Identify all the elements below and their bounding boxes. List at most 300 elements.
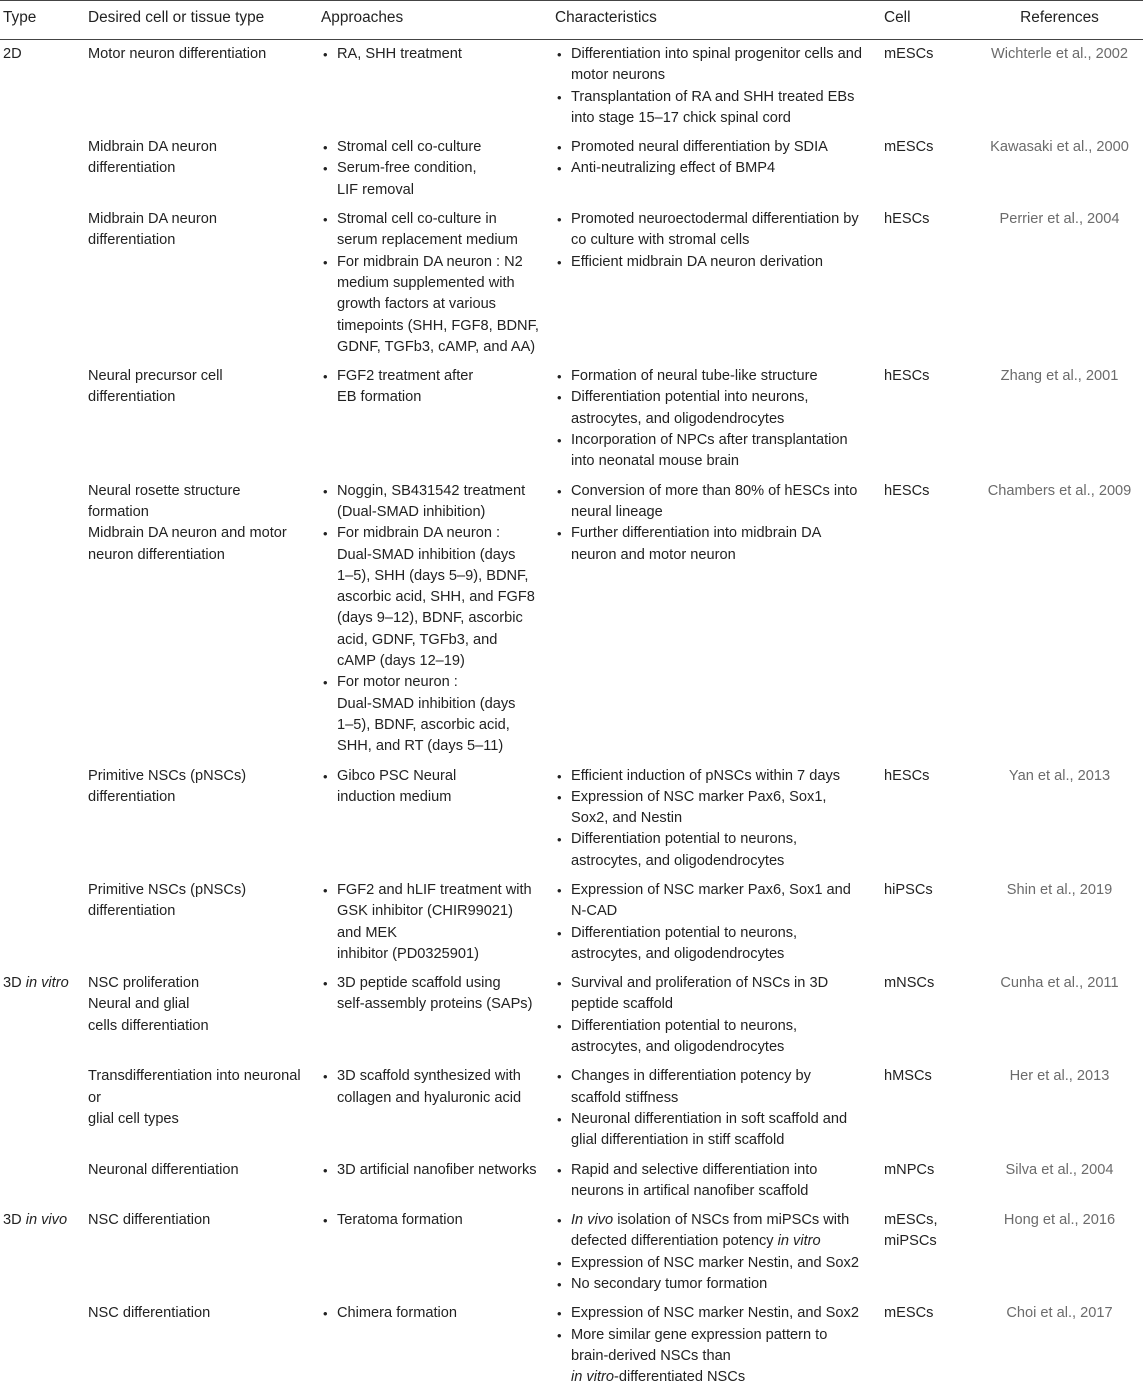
approaches-cell bbox=[321, 1206, 555, 1299]
characteristic-line bbox=[571, 87, 884, 108]
approaches-list bbox=[321, 44, 555, 65]
characteristics-cell bbox=[555, 1062, 884, 1155]
text-run: Formation of neural tube-like structure bbox=[571, 368, 818, 385]
text-run: into neonatal mouse brain bbox=[571, 453, 739, 470]
desired-cell-type bbox=[88, 205, 321, 362]
text-run: Promoted neural differentiation by SDIA bbox=[571, 139, 828, 156]
characteristic-item bbox=[555, 366, 884, 387]
text-run: in vitro bbox=[777, 1233, 821, 1250]
approach-item bbox=[321, 158, 555, 201]
desired-line: differentiation bbox=[88, 389, 176, 406]
text-run: neuron and motor neuron bbox=[571, 546, 736, 563]
characteristic-item bbox=[555, 1210, 884, 1253]
approach-item bbox=[321, 766, 555, 809]
table-row bbox=[0, 1299, 1143, 1388]
text-run: Incorporation of NPCs after transplantation bbox=[571, 432, 848, 449]
type-cell bbox=[0, 969, 88, 1062]
type-cell bbox=[0, 205, 88, 362]
approaches-cell bbox=[321, 1299, 555, 1388]
type-cell bbox=[0, 362, 88, 476]
approach-line: • For midbrain DA neuron : N2 bbox=[337, 253, 523, 270]
approach-line: self-assembly proteins (SAPs) bbox=[337, 996, 533, 1013]
text-run: Differentiation potential to neurons, bbox=[571, 924, 798, 941]
desired-line: Neural rosette structure bbox=[88, 482, 241, 499]
cell-line: mESCs bbox=[884, 1305, 934, 1322]
text-run: Anti-neutralizing effect of BMP4 bbox=[571, 160, 776, 177]
approaches-cell bbox=[321, 205, 555, 362]
approaches-list bbox=[321, 481, 555, 758]
type-cell bbox=[0, 1299, 88, 1388]
desired-line: differentiation bbox=[88, 903, 176, 920]
characteristic-line bbox=[571, 944, 884, 965]
cell-line: mESCs bbox=[884, 139, 934, 156]
desired-line: Neural and glial bbox=[88, 996, 190, 1013]
characteristics-cell bbox=[555, 1206, 884, 1299]
cell-type bbox=[884, 762, 976, 876]
text-run: peptide scaffold bbox=[571, 996, 673, 1013]
table-row bbox=[0, 40, 1143, 134]
cell-line: hESCs bbox=[884, 368, 930, 385]
approach-line: • Gibco PSC Neural bbox=[337, 767, 457, 784]
table-row bbox=[0, 205, 1143, 362]
type-cell bbox=[0, 40, 88, 134]
characteristics-cell bbox=[555, 477, 884, 762]
approach-line: • Chimera formation bbox=[337, 1305, 458, 1322]
desired-cell-type bbox=[88, 40, 321, 134]
text-run: isolation of NSCs from miPSCs with bbox=[613, 1212, 850, 1229]
cell-type bbox=[884, 1299, 976, 1388]
cell-type bbox=[884, 205, 976, 362]
approach-line: acid, GDNF, TGFb3, and bbox=[337, 631, 498, 648]
cell-line: mNPCs bbox=[884, 1161, 935, 1178]
header-references: References bbox=[976, 1, 1143, 40]
characteristic-line bbox=[571, 502, 884, 523]
desired-cell-type bbox=[88, 477, 321, 762]
approaches-cell bbox=[321, 969, 555, 1062]
approach-line: • 3D peptide scaffold using bbox=[337, 975, 501, 992]
characteristic-item bbox=[555, 1066, 884, 1109]
approach-item bbox=[321, 1303, 555, 1324]
desired-line: neuron differentiation bbox=[88, 546, 225, 563]
text-run: 3D bbox=[3, 975, 26, 992]
text-run: Differentiation potential to neurons, bbox=[571, 831, 798, 848]
table-row bbox=[0, 1062, 1143, 1155]
approach-line: Dual-SMAD inhibition (days bbox=[337, 546, 516, 563]
approaches-cell bbox=[321, 762, 555, 876]
cell-type bbox=[884, 1062, 976, 1155]
characteristic-line bbox=[571, 137, 884, 158]
reference-cell: Cunha et al., 2011 bbox=[1000, 975, 1119, 992]
approach-line: • Serum-free condition, bbox=[337, 160, 477, 177]
characteristic-line bbox=[571, 901, 884, 922]
characteristic-line bbox=[571, 1253, 884, 1274]
text-run: Differentiation into spinal progenitor cells and bbox=[571, 46, 862, 62]
desired-line: Neural precursor cell bbox=[88, 368, 223, 385]
characteristics-cell bbox=[555, 1299, 884, 1388]
characteristic-line bbox=[571, 430, 884, 451]
header-type: Type bbox=[0, 1, 88, 40]
desired-cell-type bbox=[88, 762, 321, 876]
characteristic-line bbox=[571, 523, 884, 544]
text-run: Rapid and selective differentiation into bbox=[571, 1161, 818, 1178]
cell-line: hESCs bbox=[884, 482, 930, 499]
characteristic-line bbox=[571, 1160, 884, 1181]
approach-line: • FGF2 treatment after bbox=[337, 368, 474, 385]
approach-item bbox=[321, 1210, 555, 1231]
reference-cell: Wichterle et al., 2002 bbox=[990, 46, 1129, 62]
desired-line: differentiation bbox=[88, 232, 176, 249]
desired-line: NSC differentiation bbox=[88, 1305, 211, 1322]
approach-line: collagen and hyaluronic acid bbox=[337, 1089, 522, 1106]
characteristic-line bbox=[571, 158, 884, 179]
characteristic-line bbox=[571, 1325, 884, 1346]
approach-line: EB formation bbox=[337, 389, 422, 406]
header-approaches: Approaches bbox=[321, 1, 555, 40]
cell-line: hESCs bbox=[884, 767, 930, 784]
text-run: Neuronal differentiation in soft scaffold and bbox=[571, 1110, 848, 1127]
characteristic-item bbox=[555, 880, 884, 923]
characteristic-line bbox=[571, 766, 884, 787]
text-run: brain-derived NSCs than bbox=[571, 1347, 731, 1364]
cell-type bbox=[884, 133, 976, 205]
text-run: Conversion of more than 80% of hESCs into bbox=[571, 482, 858, 499]
approach-line: • FGF2 and hLIF treatment with bbox=[337, 881, 532, 898]
characteristic-line bbox=[571, 1066, 884, 1087]
characteristic-line bbox=[571, 545, 884, 566]
approach-line: ascorbic acid, SHH, and FGF8 bbox=[337, 589, 535, 606]
characteristic-line bbox=[571, 1231, 884, 1252]
type-cell bbox=[0, 1206, 88, 1299]
desired-line: formation bbox=[88, 503, 149, 520]
text-run: Further differentiation into midbrain DA bbox=[571, 525, 822, 542]
characteristic-line bbox=[571, 1303, 884, 1324]
table-header bbox=[0, 1, 1143, 40]
characteristics-list bbox=[555, 1303, 884, 1388]
reference-cell: Perrier et al., 2004 bbox=[999, 211, 1120, 228]
approach-line: • 3D artificial nanofiber networks bbox=[337, 1161, 537, 1178]
characteristic-line bbox=[571, 973, 884, 994]
reference-cell: Choi et al., 2017 bbox=[1006, 1305, 1113, 1322]
characteristic-item bbox=[555, 252, 884, 273]
approach-item bbox=[321, 481, 555, 524]
desired-line: cells differentiation bbox=[88, 1017, 209, 1034]
cell-line: hMSCs bbox=[884, 1068, 932, 1085]
type-cell bbox=[0, 133, 88, 205]
characteristic-item bbox=[555, 1303, 884, 1324]
characteristics-list bbox=[555, 1066, 884, 1151]
cell-type bbox=[884, 1156, 976, 1207]
characteristic-line bbox=[571, 108, 884, 129]
characteristics-cell bbox=[555, 362, 884, 476]
reference-cell: Her et al., 2013 bbox=[1009, 1068, 1110, 1085]
cell-type bbox=[884, 362, 976, 476]
approach-item bbox=[321, 1066, 555, 1109]
desired-cell-type bbox=[88, 362, 321, 476]
cell-line: mNSCs bbox=[884, 975, 935, 992]
text-run: Changes in differentiation potency by bbox=[571, 1068, 811, 1085]
text-run: In vivo bbox=[571, 1212, 614, 1229]
characteristic-item bbox=[555, 430, 884, 473]
desired-line: or bbox=[88, 1089, 101, 1106]
reference-cell: Chambers et al., 2009 bbox=[987, 482, 1132, 499]
cell-line: hESCs bbox=[884, 211, 930, 228]
characteristic-item bbox=[555, 787, 884, 830]
approaches-cell bbox=[321, 40, 555, 134]
type-cell bbox=[0, 762, 88, 876]
text-run: Efficient induction of pNSCs within 7 days bbox=[571, 767, 841, 784]
characteristic-line bbox=[571, 1037, 884, 1058]
approach-item bbox=[321, 252, 555, 358]
text-run: in vitro bbox=[25, 975, 69, 992]
cell-type bbox=[884, 876, 976, 969]
characteristic-line bbox=[571, 994, 884, 1015]
characteristic-line bbox=[571, 1088, 884, 1109]
approaches-cell bbox=[321, 1062, 555, 1155]
desired-line: glial cell types bbox=[88, 1110, 179, 1127]
cell-line: mESCs, bbox=[884, 1212, 938, 1229]
reference-cell: Zhang et al., 2001 bbox=[1000, 368, 1119, 385]
characteristics-list bbox=[555, 209, 884, 273]
approaches-list bbox=[321, 1210, 555, 1231]
approach-line: • Stromal cell co-culture bbox=[337, 139, 482, 156]
approach-item bbox=[321, 137, 555, 158]
desired-line: Motor neuron differentiation bbox=[88, 46, 267, 62]
approaches-list bbox=[321, 1160, 555, 1181]
approach-item bbox=[321, 672, 555, 757]
characteristic-line bbox=[571, 1130, 884, 1151]
table-row bbox=[0, 762, 1143, 876]
approach-line: • Teratoma formation bbox=[337, 1212, 463, 1229]
text-run: Efficient midbrain DA neuron derivation bbox=[571, 253, 824, 270]
text-run: Expression of NSC marker Nestin, and Sox2 bbox=[571, 1305, 859, 1322]
approach-line: serum replacement medium bbox=[337, 232, 518, 249]
header-characteristics: Characteristics bbox=[555, 1, 884, 40]
desired-line: Primitive NSCs (pNSCs) bbox=[88, 881, 247, 898]
approaches-list bbox=[321, 766, 555, 809]
characteristic-item bbox=[555, 387, 884, 430]
text-run: astrocytes, and oligodendrocytes bbox=[571, 852, 785, 869]
text-run: Transplantation of RA and SHH treated EBs bbox=[571, 88, 855, 105]
approach-line: 1–5), SHH (days 5–9), BDNF, bbox=[337, 567, 529, 584]
characteristic-item bbox=[555, 209, 884, 252]
approaches-list bbox=[321, 137, 555, 201]
approaches-list bbox=[321, 209, 555, 358]
characteristic-line bbox=[571, 1346, 884, 1367]
characteristic-line bbox=[571, 65, 884, 86]
cell-type bbox=[884, 477, 976, 762]
characteristic-item bbox=[555, 523, 884, 566]
approaches-cell bbox=[321, 1156, 555, 1207]
characteristic-line bbox=[571, 787, 884, 808]
characteristic-item bbox=[555, 44, 884, 87]
approach-line: • Stromal cell co-culture in bbox=[337, 211, 497, 228]
characteristics-list bbox=[555, 1160, 884, 1203]
characteristic-line bbox=[571, 880, 884, 901]
characteristics-cell bbox=[555, 762, 884, 876]
header-cell: Cell bbox=[884, 1, 976, 40]
desired-cell-type bbox=[88, 133, 321, 205]
characteristics-list bbox=[555, 973, 884, 1058]
characteristics-cell bbox=[555, 40, 884, 134]
characteristics-cell bbox=[555, 133, 884, 205]
characteristic-item bbox=[555, 829, 884, 872]
desired-cell-type bbox=[88, 969, 321, 1062]
approaches-cell bbox=[321, 362, 555, 476]
reference-cell: Yan et al., 2013 bbox=[1008, 767, 1111, 784]
text-run: astrocytes, and oligodendrocytes bbox=[571, 945, 785, 962]
approach-line: (days 9–12), BDNF, ascorbic bbox=[337, 610, 523, 627]
text-run: Differentiation potential into neurons, bbox=[571, 389, 809, 406]
reference-cell: Hong et al., 2016 bbox=[1003, 1212, 1116, 1229]
approach-item bbox=[321, 523, 555, 672]
approaches-list bbox=[321, 1066, 555, 1109]
characteristic-line bbox=[571, 1274, 884, 1295]
table-row bbox=[0, 362, 1143, 476]
characteristic-item bbox=[555, 973, 884, 1016]
approach-item bbox=[321, 44, 555, 65]
text-run: defected differentiation potency bbox=[571, 1233, 778, 1250]
approach-item bbox=[321, 880, 555, 965]
table-row bbox=[0, 133, 1143, 205]
characteristic-line bbox=[571, 409, 884, 430]
approach-line: induction medium bbox=[337, 788, 452, 805]
approach-line: and MEK bbox=[337, 924, 398, 941]
approach-line: 1–5), BDNF, ascorbic acid, bbox=[337, 716, 510, 733]
approaches-cell bbox=[321, 876, 555, 969]
characteristic-item bbox=[555, 1109, 884, 1152]
characteristic-item bbox=[555, 137, 884, 158]
cell-type bbox=[884, 40, 976, 134]
desired-line: Midbrain DA neuron bbox=[88, 139, 217, 156]
characteristic-item bbox=[555, 87, 884, 130]
desired-cell-type bbox=[88, 876, 321, 969]
approach-line: Dual-SMAD inhibition (days bbox=[337, 695, 516, 712]
approach-line: medium supplemented with bbox=[337, 274, 515, 291]
approach-line: timepoints (SHH, FGF8, BDNF, bbox=[337, 317, 539, 334]
desired-line: NSC proliferation bbox=[88, 975, 200, 992]
text-run: into stage 15–17 chick spinal cord bbox=[571, 109, 791, 126]
text-run: glial differentiation in stiff scaffold bbox=[571, 1132, 785, 1149]
text-run: More similar gene expression pattern to bbox=[571, 1326, 828, 1343]
approach-line: GSK inhibitor (CHIR99021) bbox=[337, 903, 514, 920]
approach-item bbox=[321, 366, 555, 409]
type-cell bbox=[0, 1156, 88, 1207]
characteristic-line bbox=[571, 387, 884, 408]
type-cell bbox=[0, 876, 88, 969]
characteristic-line bbox=[571, 481, 884, 502]
characteristics-list bbox=[555, 1210, 884, 1295]
desired-cell-type bbox=[88, 1062, 321, 1155]
characteristic-line bbox=[571, 1016, 884, 1037]
desired-line: Primitive NSCs (pNSCs) bbox=[88, 767, 247, 784]
characteristic-line bbox=[571, 851, 884, 872]
characteristic-line bbox=[571, 1210, 884, 1231]
characteristic-item bbox=[555, 481, 884, 524]
text-run: -differentiated NSCs bbox=[613, 1369, 746, 1386]
table-row bbox=[0, 969, 1143, 1062]
table-body bbox=[0, 40, 1143, 1389]
desired-line: Transdifferentiation into neuronal bbox=[88, 1068, 301, 1085]
characteristic-line bbox=[571, 44, 884, 65]
type-cell bbox=[0, 1062, 88, 1155]
characteristic-line bbox=[571, 829, 884, 850]
approach-line: LIF removal bbox=[337, 181, 415, 198]
text-run: Expression of NSC marker Pax6, Sox1, bbox=[571, 788, 827, 805]
text-run: Differentiation potential to neurons, bbox=[571, 1017, 798, 1034]
characteristic-line bbox=[571, 1181, 884, 1202]
characteristic-item bbox=[555, 766, 884, 787]
characteristic-line bbox=[571, 209, 884, 230]
characteristics-cell bbox=[555, 205, 884, 362]
approach-line: growth factors at various bbox=[337, 296, 496, 313]
characteristics-list bbox=[555, 44, 884, 129]
cell-line: hiPSCs bbox=[884, 881, 933, 898]
desired-line: NSC differentiation bbox=[88, 1212, 211, 1229]
text-run: neurons in artifical nanofiber scaffold bbox=[571, 1182, 809, 1199]
characteristic-item bbox=[555, 1160, 884, 1203]
desired-line: Neuronal differentiation bbox=[88, 1161, 239, 1178]
approach-line: • Noggin, SB431542 treatment bbox=[337, 482, 526, 499]
approaches-list bbox=[321, 973, 555, 1016]
characteristic-line bbox=[571, 1367, 884, 1388]
characteristic-item bbox=[555, 1016, 884, 1059]
text-run: in vitro bbox=[571, 1369, 614, 1386]
text-run: Expression of NSC marker Pax6, Sox1 and bbox=[571, 881, 851, 898]
cell-line: mESCs bbox=[884, 46, 934, 62]
characteristic-line bbox=[571, 451, 884, 472]
text-run: No secondary tumor formation bbox=[571, 1276, 768, 1293]
text-run: scaffold stiffness bbox=[571, 1089, 679, 1106]
table-row bbox=[0, 1206, 1143, 1299]
approaches-list bbox=[321, 1303, 555, 1324]
desired-line: Midbrain DA neuron bbox=[88, 211, 217, 228]
characteristics-cell bbox=[555, 1156, 884, 1207]
characteristic-line bbox=[571, 808, 884, 829]
characteristics-list bbox=[555, 366, 884, 472]
table-row bbox=[0, 477, 1143, 762]
characteristics-list bbox=[555, 481, 884, 566]
text-run: Promoted neuroectodermal differentiation by bbox=[571, 211, 859, 228]
desired-cell-type bbox=[88, 1156, 321, 1207]
cell-type bbox=[884, 1206, 976, 1299]
desired-cell-type bbox=[88, 1206, 321, 1299]
approach-line: cAMP (days 12–19) bbox=[337, 653, 465, 670]
characteristic-line bbox=[571, 366, 884, 387]
approach-line: • RA, SHH treatment bbox=[337, 46, 462, 62]
type-cell bbox=[0, 477, 88, 762]
characteristics-list bbox=[555, 766, 884, 872]
text-run: co culture with stromal cells bbox=[571, 232, 750, 249]
characteristics-cell bbox=[555, 969, 884, 1062]
text-run: 2D bbox=[3, 46, 22, 62]
desired-line: differentiation bbox=[88, 160, 176, 177]
approach-item bbox=[321, 973, 555, 1016]
desired-line: Midbrain DA neuron and motor bbox=[88, 525, 287, 542]
characteristic-item bbox=[555, 923, 884, 966]
characteristic-line bbox=[571, 252, 884, 273]
approaches-cell bbox=[321, 133, 555, 205]
approaches-list bbox=[321, 880, 555, 965]
text-run: neural lineage bbox=[571, 503, 663, 520]
characteristics-list bbox=[555, 137, 884, 180]
text-run: N-CAD bbox=[571, 903, 618, 920]
desired-cell-type bbox=[88, 1299, 321, 1388]
text-run: motor neurons bbox=[571, 67, 666, 84]
approach-line: • For motor neuron : bbox=[337, 674, 458, 691]
approach-item bbox=[321, 209, 555, 252]
characteristic-line bbox=[571, 230, 884, 251]
approach-line: inhibitor (PD0325901) bbox=[337, 945, 479, 962]
